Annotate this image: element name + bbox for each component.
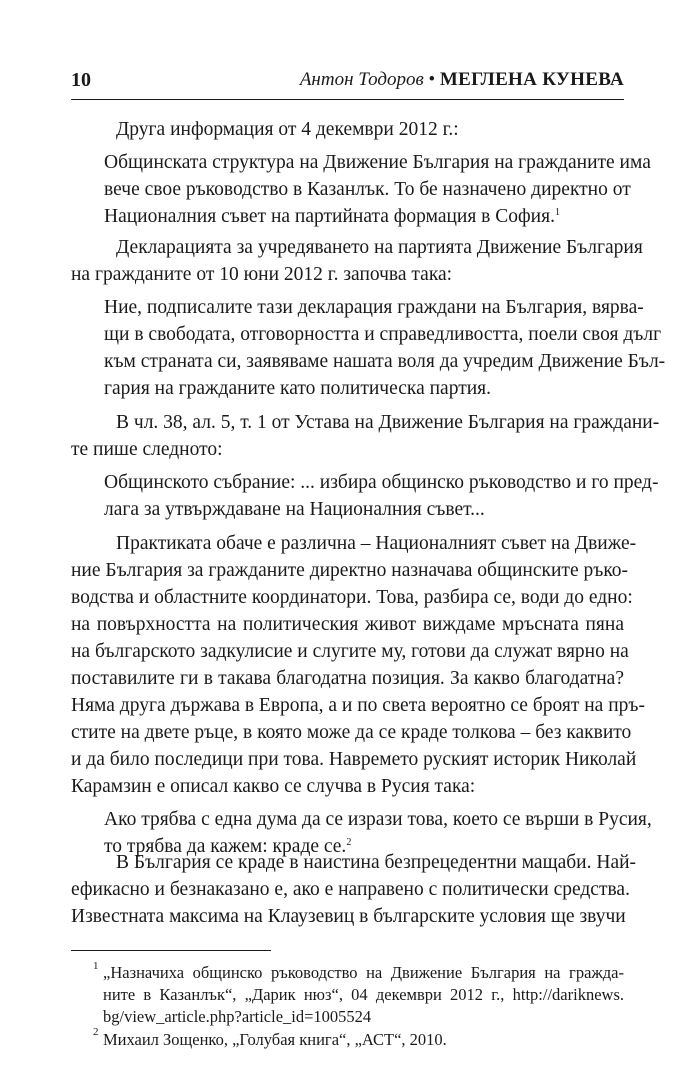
paragraph-line: на повърхността на политическия живот виждаме мръсната пяна <box>71 614 624 635</box>
footnote-ref: 2 <box>346 837 352 848</box>
running-head <box>300 69 624 91</box>
paragraph-line: Друга информация от 4 декември 2012 г.: <box>116 119 459 140</box>
paragraph-line: Известната максима на Клаузевиц в българските условия ще звучи <box>71 906 626 927</box>
footnote-line: ните в Казанлък“, „Дарик нюз“, 04 декември 2012 г., http://dariknews. <box>103 985 624 1004</box>
footnote-line: „Назначиха общинско ръководство на Движение България на гражда- <box>103 963 624 982</box>
quote-line: гария на гражданите като политическа партия. <box>104 378 491 399</box>
footnote-ref: 1 <box>554 207 560 218</box>
quote-line-text: Националния съвет на партийната формация в София. <box>104 206 555 227</box>
quote-line: Общинската структура на Движение България на гражданите има <box>104 152 651 173</box>
paragraph-line: на гражданите от 10 юни 2012 г. започва така: <box>71 264 453 285</box>
paragraph-line: стите на двете ръце, в която може да се краде толкова – без каквито <box>71 722 632 743</box>
quote-line: щи в свободата, отговорността и справедливостта, поели своя дълг <box>104 324 662 345</box>
page-number: 10 <box>71 69 91 91</box>
running-head-title: МЕГЛЕНА КУНЕВА <box>439 69 624 90</box>
footnote-line: bg/view_article.php?article_id=1005524 <box>103 1007 372 1026</box>
quote-line: Ние, подписалите тази декларация граждани на България, вярва- <box>104 297 644 318</box>
paragraph-line: Практиката обаче е различна – Националният съвет на Движе- <box>116 533 637 554</box>
paragraph-line: ние България за гражданите директно назначава общинските ръко- <box>71 560 629 581</box>
paragraph-line: поставилите ги в такава благодатна позиция. За какво благодатна? <box>71 668 624 689</box>
paragraph-line: Карамзин е описал какво се случва в Русия така: <box>71 776 476 797</box>
paragraph-line: Няма друга държава в Европа, а и по света вероятно се броят на пръ- <box>71 695 645 716</box>
paragraph-line: водства и областните координатори. Това, разбира се, води до едно: <box>71 587 633 608</box>
quote-line: вече свое ръководство в Казанлък. То бе назначено директно от <box>104 179 631 200</box>
footnote-rule <box>71 950 271 951</box>
paragraph-line: на българското задкулисие и слугите му, готови да служат вярно на <box>71 641 629 662</box>
paragraph-line: Декларацията за учредяването на партията Движение България <box>116 237 643 258</box>
quote-line <box>104 205 560 229</box>
running-head-separator: • <box>423 69 440 90</box>
footnote-marker: 2 <box>93 1026 99 1038</box>
quote-line: лага за утвърждаване на Националния съвет... <box>104 499 485 520</box>
footnote-line: Михаил Зощенко, „Голубая книга“, „АСТ“, 2010. <box>103 1030 447 1049</box>
header-rule <box>71 99 624 100</box>
quote-line: Ако трябва с една дума да се изрази това, което се върши в Русия, <box>104 809 652 830</box>
paragraph-line: те пише следното: <box>71 439 223 460</box>
paragraph-line: В България се краде в наистина безпрецедентни мащаби. Най- <box>116 852 637 873</box>
footnote-marker: 1 <box>93 960 99 972</box>
running-head-author: Антон Тодоров <box>299 69 424 90</box>
paragraph-line: ефикасно и безнаказано е, ако е направено с политически средства. <box>71 879 630 900</box>
quote-line: Общинското събрание: ... избира общинско ръководство и го пред- <box>104 472 659 493</box>
paragraph-line: и да било последици при това. Навремето руският историк Николай <box>71 749 637 770</box>
paragraph-line: В чл. 38, ал. 5, т. 1 от Устава на Движение България на граждани- <box>116 412 660 433</box>
quote-line-text: то трябва да кажем: краде се. <box>104 836 347 857</box>
quote-line: към страната си, заявяваме нашата воля да учредим Движение Бъл- <box>104 351 666 372</box>
